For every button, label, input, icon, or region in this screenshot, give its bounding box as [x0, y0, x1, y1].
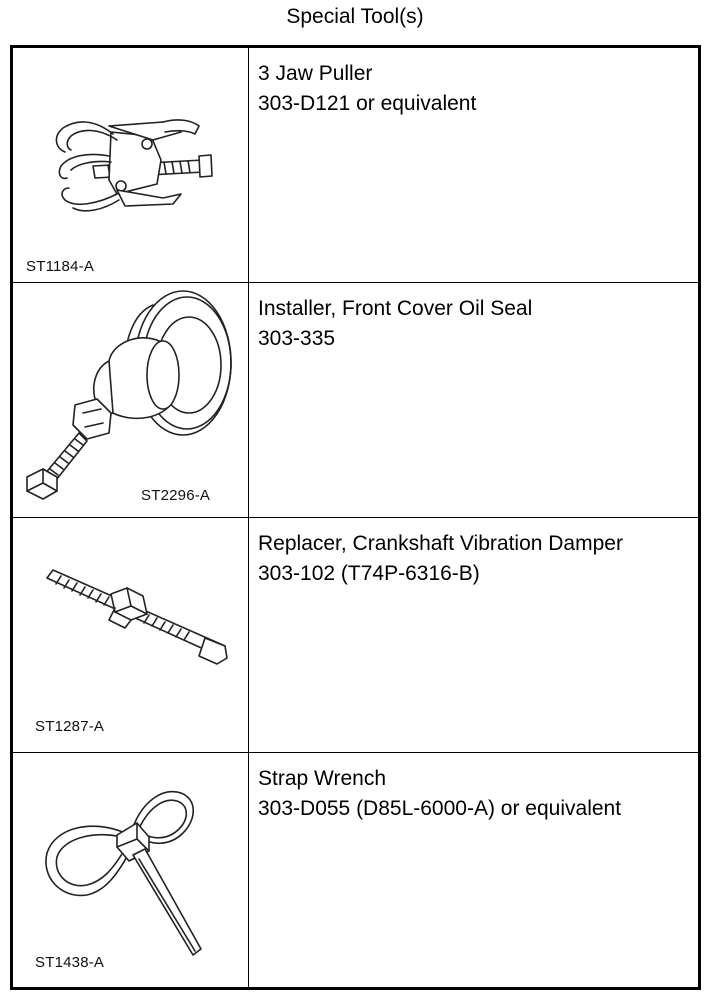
tool-name: Strap Wrench [258, 767, 386, 790]
figure-code: ST1184-A [26, 258, 95, 275]
tool-figure-cell [12, 283, 249, 518]
tool-number: 303-102 (T74P-6316-B) [258, 562, 480, 585]
tool-description-cell [249, 518, 700, 753]
tool-description-cell [249, 283, 700, 518]
tool-description-cell [249, 47, 700, 283]
tool-number: 303-335 [258, 327, 336, 350]
table-row [12, 518, 700, 753]
table-row [12, 283, 700, 518]
tool-figure-cell [12, 47, 249, 283]
figure-code: ST1438-A [35, 954, 105, 971]
special-tools-table [10, 45, 701, 990]
page-title: Special Tool(s) [286, 5, 424, 28]
tool-name: Replacer, Crankshaft Vibration Damper [258, 532, 623, 555]
table-row [12, 753, 700, 989]
damper-replacer-icon [13, 518, 248, 752]
figure-code: ST2296-A [141, 487, 211, 504]
tool-number: 303-D055 (D85L-6000-A) or equivalent [258, 797, 622, 820]
strap-wrench-icon [13, 753, 248, 987]
tool-name: 3 Jaw Puller [258, 62, 373, 85]
oil-seal-installer-icon [13, 283, 248, 517]
tool-name: Installer, Front Cover Oil Seal [258, 297, 533, 320]
tool-figure-cell [12, 518, 249, 753]
tool-number: 303-D121 or equivalent [258, 92, 477, 115]
tool-figure-cell [12, 753, 249, 989]
tool-description-cell [249, 753, 700, 989]
figure-code: ST1287-A [35, 718, 105, 735]
table-row [12, 47, 700, 283]
three-jaw-puller-icon [13, 48, 248, 282]
